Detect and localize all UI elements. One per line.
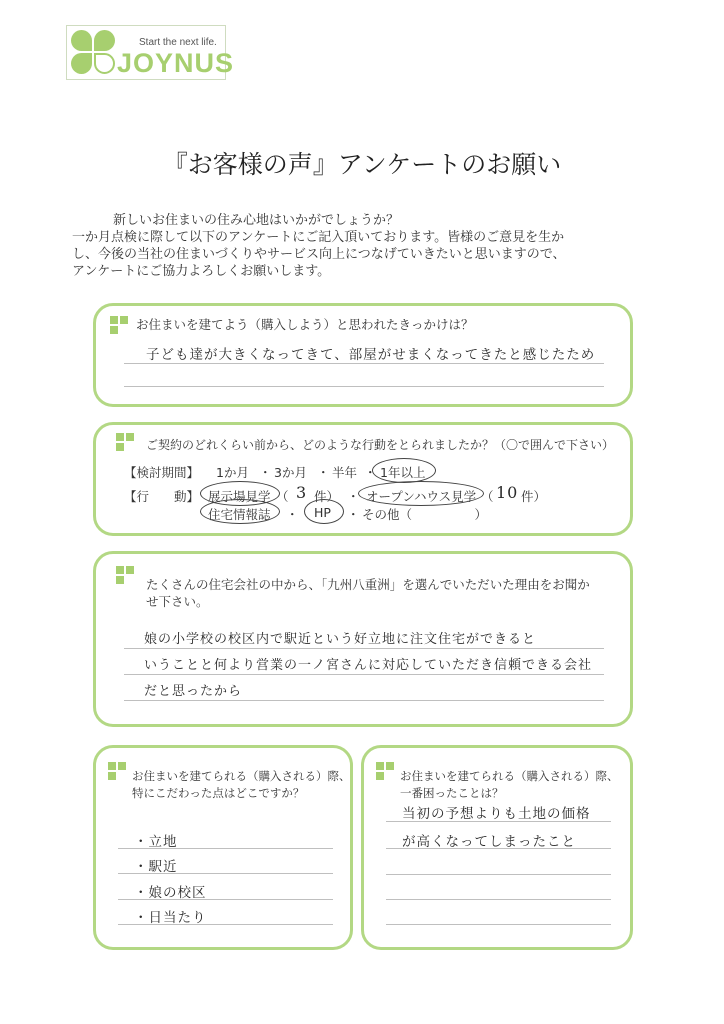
answer-line (386, 899, 611, 900)
answer-4-line[interactable]: ・立地 (134, 834, 178, 850)
answer-line (386, 874, 611, 875)
answer-5-line[interactable]: が高くなってしまったこと (402, 834, 576, 850)
intro-line: 一か月点検に際して以下のアンケートにご記入頂いております。皆様のご意見を生か (72, 230, 565, 245)
answer-5-line[interactable]: 当初の予想よりも土地の価格 (402, 806, 591, 822)
answer-line (124, 648, 604, 649)
answer-line (386, 848, 611, 849)
intro-line: し、今後の当社の住まいづくりやサービス向上につなげていきたいと思いますので、 (72, 247, 566, 262)
action-option-openhouse[interactable]: オープンハウス見学 (366, 489, 477, 504)
intro-line: アンケートにご協力よろしくお願いします。 (72, 264, 331, 279)
paren: （ (276, 489, 289, 504)
period-option-3month[interactable]: 3か月 (274, 465, 307, 480)
action-option-other[interactable]: その他（ ） (362, 507, 488, 522)
showroom-count[interactable]: 3 (296, 483, 308, 502)
question-3-text-line1: たくさんの住宅会社の中から、「九州八重洲」を選んでいただいた理由をお聞か (146, 577, 590, 592)
selection-circle (304, 499, 344, 524)
clover-bullet-icon (116, 566, 134, 584)
action-option-hp[interactable]: HP (314, 505, 331, 520)
answer-3-line[interactable]: だと思ったから (144, 684, 243, 699)
unit-ken: 件） (521, 489, 547, 504)
answer-line (124, 386, 604, 387)
separator: ・ (347, 489, 360, 504)
clover-logo-icon (71, 30, 117, 76)
answer-4-line[interactable]: ・駅近 (134, 859, 178, 875)
separator: ・ (286, 507, 299, 522)
answer-line (124, 700, 604, 701)
separator: ・ (364, 465, 377, 480)
separator: ・ (317, 465, 330, 480)
answer-line (118, 924, 333, 925)
openhouse-count[interactable]: 10 (496, 483, 519, 502)
separator: ・ (259, 465, 272, 480)
answer-line (118, 873, 333, 874)
question-box-1 (93, 303, 633, 407)
answer-line (124, 674, 604, 675)
question-box-3 (93, 551, 633, 727)
period-option-1year-plus[interactable]: 1年以上 (380, 465, 426, 480)
selection-circle (372, 458, 436, 483)
answer-3-line[interactable]: 娘の小学校の校区内で駅近という好立地に注文住宅ができると (144, 632, 537, 647)
clover-bullet-icon (116, 433, 134, 451)
question-2-text: ご契約のどれくらい前から、どのような行動をとられましたか？（〇で囲んで下さい） (146, 438, 615, 452)
selection-circle (358, 481, 484, 506)
paren: （ (481, 489, 494, 504)
question-4-text-line1: お住まいを建てられる（購入される）際、 (132, 769, 351, 783)
question-box-5 (361, 745, 633, 950)
question-box-2 (93, 422, 633, 536)
period-option-1month[interactable]: 1か月 (216, 465, 249, 480)
question-5-text-line2: 一番困ったことは？ (400, 786, 504, 800)
action-label: 【行 動】 (124, 489, 200, 504)
question-4-text-line2: 特にこだわった点はどこですか？ (132, 786, 305, 800)
intro-line: 新しいお住まいの住み心地はいかがでしょうか？ (113, 213, 400, 228)
answer-line (118, 899, 333, 900)
period-label: 【検討期間】 (124, 465, 200, 480)
answer-line (386, 821, 611, 822)
period-option-halfyear[interactable]: 半年 (332, 465, 358, 480)
page-title: 『お客様の声』アンケートのお願い (162, 150, 562, 179)
unit-ken: 件） (314, 489, 340, 504)
action-option-showroom[interactable]: 展示場見学 (208, 489, 271, 504)
question-box-4 (93, 745, 353, 950)
answer-line (386, 924, 611, 925)
intro-text (72, 212, 660, 280)
clover-bullet-icon (108, 762, 126, 780)
answer-line (118, 848, 333, 849)
answer-4-line[interactable]: ・日当たり (134, 910, 207, 926)
answer-line (124, 363, 604, 364)
clover-bullet-icon (376, 762, 394, 780)
logo-brand: JOYNUS (117, 48, 235, 78)
action-option-magazine[interactable]: 住宅情報誌 (208, 507, 271, 522)
answer-4-line[interactable]: ・娘の校区 (134, 885, 207, 901)
clover-bullet-icon (110, 316, 128, 334)
question-3-text-line2: せ下さい。 (146, 594, 209, 609)
question-5-text-line1: お住まいを建てられる（購入される）際、 (400, 769, 619, 783)
question-1-text: お住まいを建てよう（購入しよう）と思われたきっかけは？ (136, 317, 474, 332)
company-logo (66, 25, 235, 80)
logo-slogan: Start the next life. (139, 37, 217, 48)
separator: ・ (347, 507, 360, 522)
selection-circle (200, 499, 280, 524)
answer-3-line[interactable]: いうことと何より営業の一ノ宮さんに対応していただき信頼できる会社 (144, 658, 593, 673)
answer-1-text[interactable]: 子ども達が大きくなってきて、部屋がせまくなってきたと感じたため (146, 347, 596, 363)
